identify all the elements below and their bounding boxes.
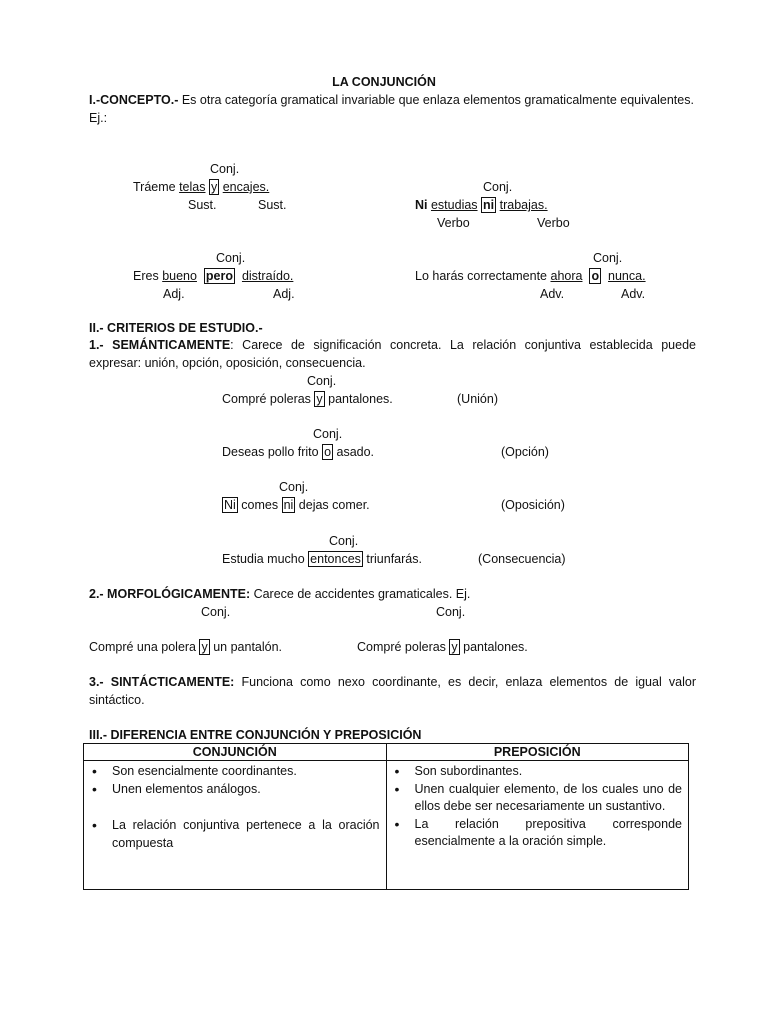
section-heading: III.- DIFERENCIA ENTRE CONJUNCIÓN Y PREPOSICIÓN xyxy=(89,728,422,742)
list-item: • Unen cualquier elemento, de los cuales uno de ellos debe ser necesariamente un sustantivo. xyxy=(415,781,683,816)
list-item: • Son esencialmente coordinantes. xyxy=(112,763,380,781)
list-spacer xyxy=(112,798,380,817)
semantic-paragraph: 1.- SEMÁNTICAMENTE: Carece de significación concreta. La relación conjuntiva establecida puede expresar: unión, opción, oposición, consecuencia. xyxy=(89,338,696,370)
conj-label: Conj. xyxy=(329,534,359,548)
semantic-example: Deseas pollo frito o asado. xyxy=(222,445,375,459)
conjunction-box: y xyxy=(201,640,208,654)
semantic-example: Estudia mucho entonces triunfarás. xyxy=(222,552,422,566)
semantic-tag: (Opción) xyxy=(501,445,549,459)
conjunction-box: o xyxy=(591,269,600,283)
syntactic-paragraph: 3.- SINTÁCTICAMENTE: Funciona como nexo coordinante, es decir, enlaza elementos de igual valor sintáctico. xyxy=(89,675,696,707)
column-header-conjuncion: CONJUNCIÓN xyxy=(84,744,387,761)
pos-label: Adj. xyxy=(273,287,295,301)
conjunction-box: ni xyxy=(483,198,495,212)
semantic-example: Compré poleras y pantalones. xyxy=(222,392,393,406)
pos-label: Sust. xyxy=(188,198,217,212)
conj-label: Conj. xyxy=(307,374,337,388)
ej-label: Ej.: xyxy=(89,111,108,125)
semantic-tag: (Consecuencia) xyxy=(478,552,566,566)
concept-heading: I.-CONCEPTO.- xyxy=(89,93,179,107)
column-header-preposicion: PREPOSICIÓN xyxy=(386,744,689,761)
conj-label: Conj. xyxy=(279,480,309,494)
pos-label: Adv. xyxy=(540,287,565,301)
semantic-example: Ni comes ni dejas comer. xyxy=(224,498,370,512)
conjunction-box: entonces xyxy=(310,552,361,566)
morph-example: Compré poleras y pantalones. xyxy=(357,640,528,654)
table-row xyxy=(84,761,689,890)
example-lo-haras: Lo harás correctamente ahora o nunca. xyxy=(415,269,646,283)
conj-label: Conj. xyxy=(436,605,466,619)
conjunction-box: Ni xyxy=(224,498,236,512)
semantic-tag: (Oposición) xyxy=(501,498,565,512)
morph-example: Compré una polera y un pantalón. xyxy=(89,640,283,654)
list-item: • La relación prepositiva corresponde esencialmente a la oración simple. xyxy=(415,816,683,851)
conjunction-box: y xyxy=(451,640,458,654)
semantic-tag: (Unión) xyxy=(457,392,498,406)
conjunction-box: o xyxy=(324,445,332,459)
conj-label: Conj. xyxy=(483,180,513,194)
example-traeme: Tráeme telas y encajes. xyxy=(133,180,270,194)
preposicion-cell xyxy=(386,761,689,890)
page-title: LA CONJUNCIÓN xyxy=(332,75,436,89)
pos-label: Sust. xyxy=(258,198,287,212)
pos-label: Verbo xyxy=(437,216,470,230)
comparison-table xyxy=(83,743,689,890)
conjuncion-cell xyxy=(84,761,387,890)
conj-label: Conj. xyxy=(201,605,231,619)
conjunction-box: y xyxy=(210,180,218,194)
table-header-row xyxy=(84,744,689,761)
concept-text: Es otra categoría gramatical invariable que enlaza elementos gramaticalmente equivalentes. xyxy=(178,93,694,107)
conjunction-box: pero xyxy=(205,269,233,283)
pos-label: Verbo xyxy=(537,216,570,230)
conj-label: Conj. xyxy=(210,162,240,176)
example-ni-estudias: Ni estudias ni trabajas. xyxy=(415,198,548,212)
morph-line: 2.- MORFOLÓGICAMENTE: Carece de accidentes gramaticales. Ej. xyxy=(89,587,471,601)
conj-label: Conj. xyxy=(593,251,623,265)
list-item: • Son subordinantes. xyxy=(415,763,683,781)
example-eres-bueno: Eres bueno pero distraído. xyxy=(133,269,294,283)
conjunction-box: ni xyxy=(283,498,294,512)
list-item: • Unen elementos análogos. xyxy=(112,781,380,799)
concept-line xyxy=(89,92,694,108)
pos-label: Adv. xyxy=(621,287,646,301)
list-item: • La relación conjuntiva pertenece a la oración compuesta xyxy=(112,817,380,852)
conj-label: Conj. xyxy=(216,251,246,265)
pos-label: Adj. xyxy=(163,287,185,301)
conj-label: Conj. xyxy=(313,427,343,441)
conjunction-box: y xyxy=(316,392,323,406)
section-heading: II.- CRITERIOS DE ESTUDIO.- xyxy=(89,321,263,335)
